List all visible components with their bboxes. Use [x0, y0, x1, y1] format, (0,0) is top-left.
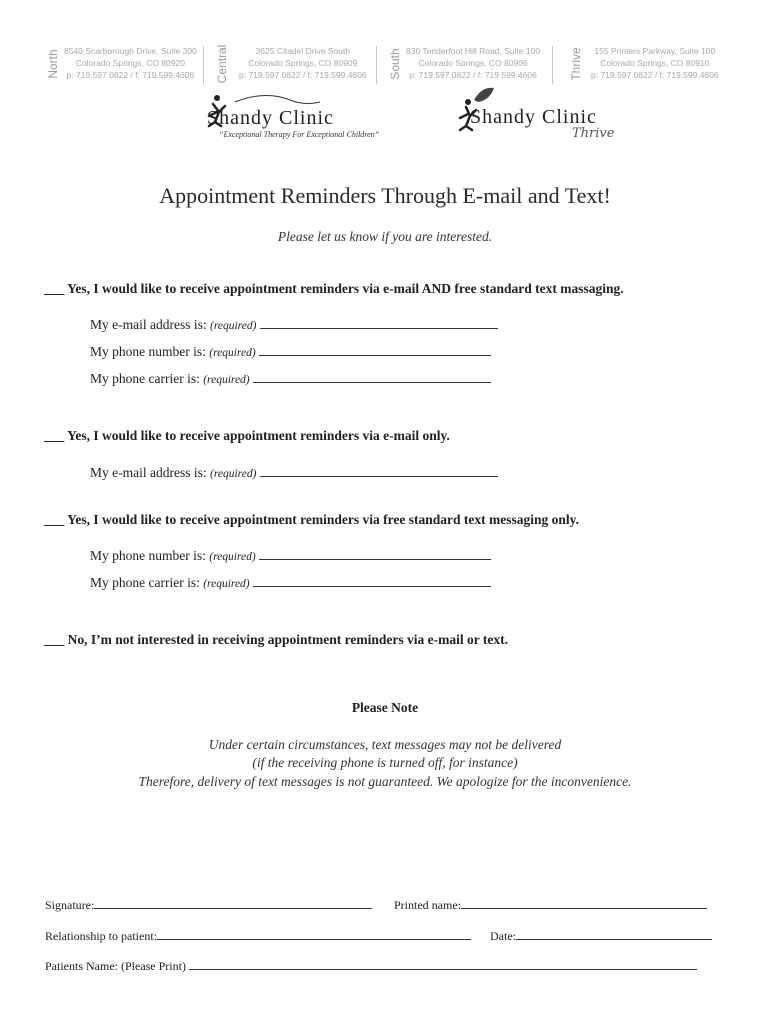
phone-field[interactable]: [90, 548, 491, 564]
logo-tagline: “Exceptional Therapy For Exceptional Children”: [219, 130, 380, 139]
input-line[interactable]: [260, 475, 498, 477]
note-line: (if the receiving phone is turned off, for instance): [252, 755, 518, 770]
option-email-only[interactable]: [44, 428, 450, 444]
field-label: My phone carrier is:: [90, 575, 200, 590]
required-label: (required): [209, 468, 257, 480]
option-text: Yes, I would like to receive appointment reminders via e-mail only.: [67, 428, 450, 443]
email-field[interactable]: [90, 317, 498, 333]
page-title: Appointment Reminders Through E-mail and Text!: [159, 183, 611, 208]
field-label: My phone number is:: [90, 548, 206, 563]
option-blank: ___: [44, 281, 65, 296]
input-line[interactable]: [189, 968, 697, 970]
field-label: My phone number is:: [90, 344, 206, 359]
input-line[interactable]: [259, 558, 491, 560]
option-text-only[interactable]: [44, 512, 579, 528]
required-label: (required): [209, 551, 256, 563]
field-label: My e-mail address is:: [90, 465, 207, 480]
location-address: 3625 Citadel Drive South Colorado Springs, CO 80909 p: 719.597.0822 / f: 719.599.4606: [239, 46, 367, 80]
note-line: Therefore, delivery of text messages is not guaranteed. We apologize for the inconvenience.: [138, 774, 632, 789]
location-address: 830 Tenderfoot Hill Road, Suite 100 Colorado Springs, CO 80906 p: 719.597.0822 / f: 719.599.4606: [406, 46, 541, 80]
option-text: Yes, I would like to receive appointment reminders via free standard text messaging only.: [67, 512, 579, 527]
carrier-field[interactable]: [90, 575, 491, 591]
signature-field[interactable]: [45, 898, 372, 913]
divider: [376, 46, 377, 84]
field-label: Date:: [490, 929, 516, 943]
field-label: My e-mail address is:: [90, 317, 207, 332]
location-name: North: [46, 49, 60, 79]
input-line[interactable]: [461, 907, 707, 909]
location-address: 8540 Scarborough Drive, Suite 300 Colorado Springs, CO 80920 p: 719.597.0822 / f: 719.599.4606: [64, 46, 197, 80]
input-line[interactable]: [253, 381, 491, 383]
divider: [203, 46, 204, 84]
shandy-clinic-logo: [195, 92, 380, 142]
option-blank: ___: [44, 512, 65, 527]
field-label: My phone carrier is:: [90, 371, 200, 386]
patient-name-field[interactable]: [45, 959, 697, 974]
location-name: South: [388, 48, 402, 80]
field-label: Signature:: [45, 898, 95, 912]
phone-field[interactable]: [90, 344, 491, 360]
carrier-field[interactable]: [90, 371, 491, 387]
note-line: Under certain circumstances, text messages may not be delivered: [208, 737, 562, 752]
field-label: Patients Name: (Please Print): [45, 959, 186, 973]
location-address: 155 Printers Parkway, Suite 100 Colorado Springs, CO 80910 p: 719.597.0822 / f: 719.599.4606: [591, 46, 719, 80]
option-not-interested[interactable]: [44, 632, 508, 648]
note-heading: Please Note: [351, 700, 419, 715]
input-line[interactable]: [157, 938, 471, 940]
option-blank: ___: [44, 632, 65, 647]
required-label: (required): [209, 320, 257, 332]
input-line[interactable]: [253, 585, 491, 587]
logo-sub: Thrive: [572, 126, 615, 141]
shandy-clinic-thrive-logo: [452, 86, 622, 144]
printed-name-field[interactable]: [394, 898, 707, 913]
logo-name: Shandy Clinic: [207, 107, 334, 129]
input-line[interactable]: [516, 938, 712, 940]
page-subtitle: Please let us know if you are interested.: [277, 229, 493, 244]
required-label: (required): [209, 347, 256, 359]
option-text: Yes, I would like to receive appointment reminders via e-mail AND free standard text massaging.: [67, 281, 624, 296]
option-email-and-text[interactable]: [44, 281, 624, 297]
input-line[interactable]: [260, 327, 498, 329]
option-blank: ___: [44, 428, 65, 443]
location-name: Thrive: [569, 47, 583, 81]
required-label: (required): [203, 578, 250, 590]
date-field[interactable]: [490, 929, 712, 944]
input-line[interactable]: [94, 907, 372, 909]
email-field[interactable]: [90, 465, 498, 481]
relationship-field[interactable]: [45, 929, 471, 944]
input-line[interactable]: [259, 354, 491, 356]
location-name: Central: [215, 44, 229, 84]
logo-name: Shandy Clinic: [470, 106, 597, 128]
required-label: (required): [203, 374, 250, 386]
option-text: No, I’m not interested in receiving appointment reminders via e-mail or text.: [67, 632, 508, 647]
field-label: Printed name:: [394, 898, 461, 912]
field-label: Relationship to patient:: [45, 929, 157, 943]
divider: [552, 46, 553, 84]
